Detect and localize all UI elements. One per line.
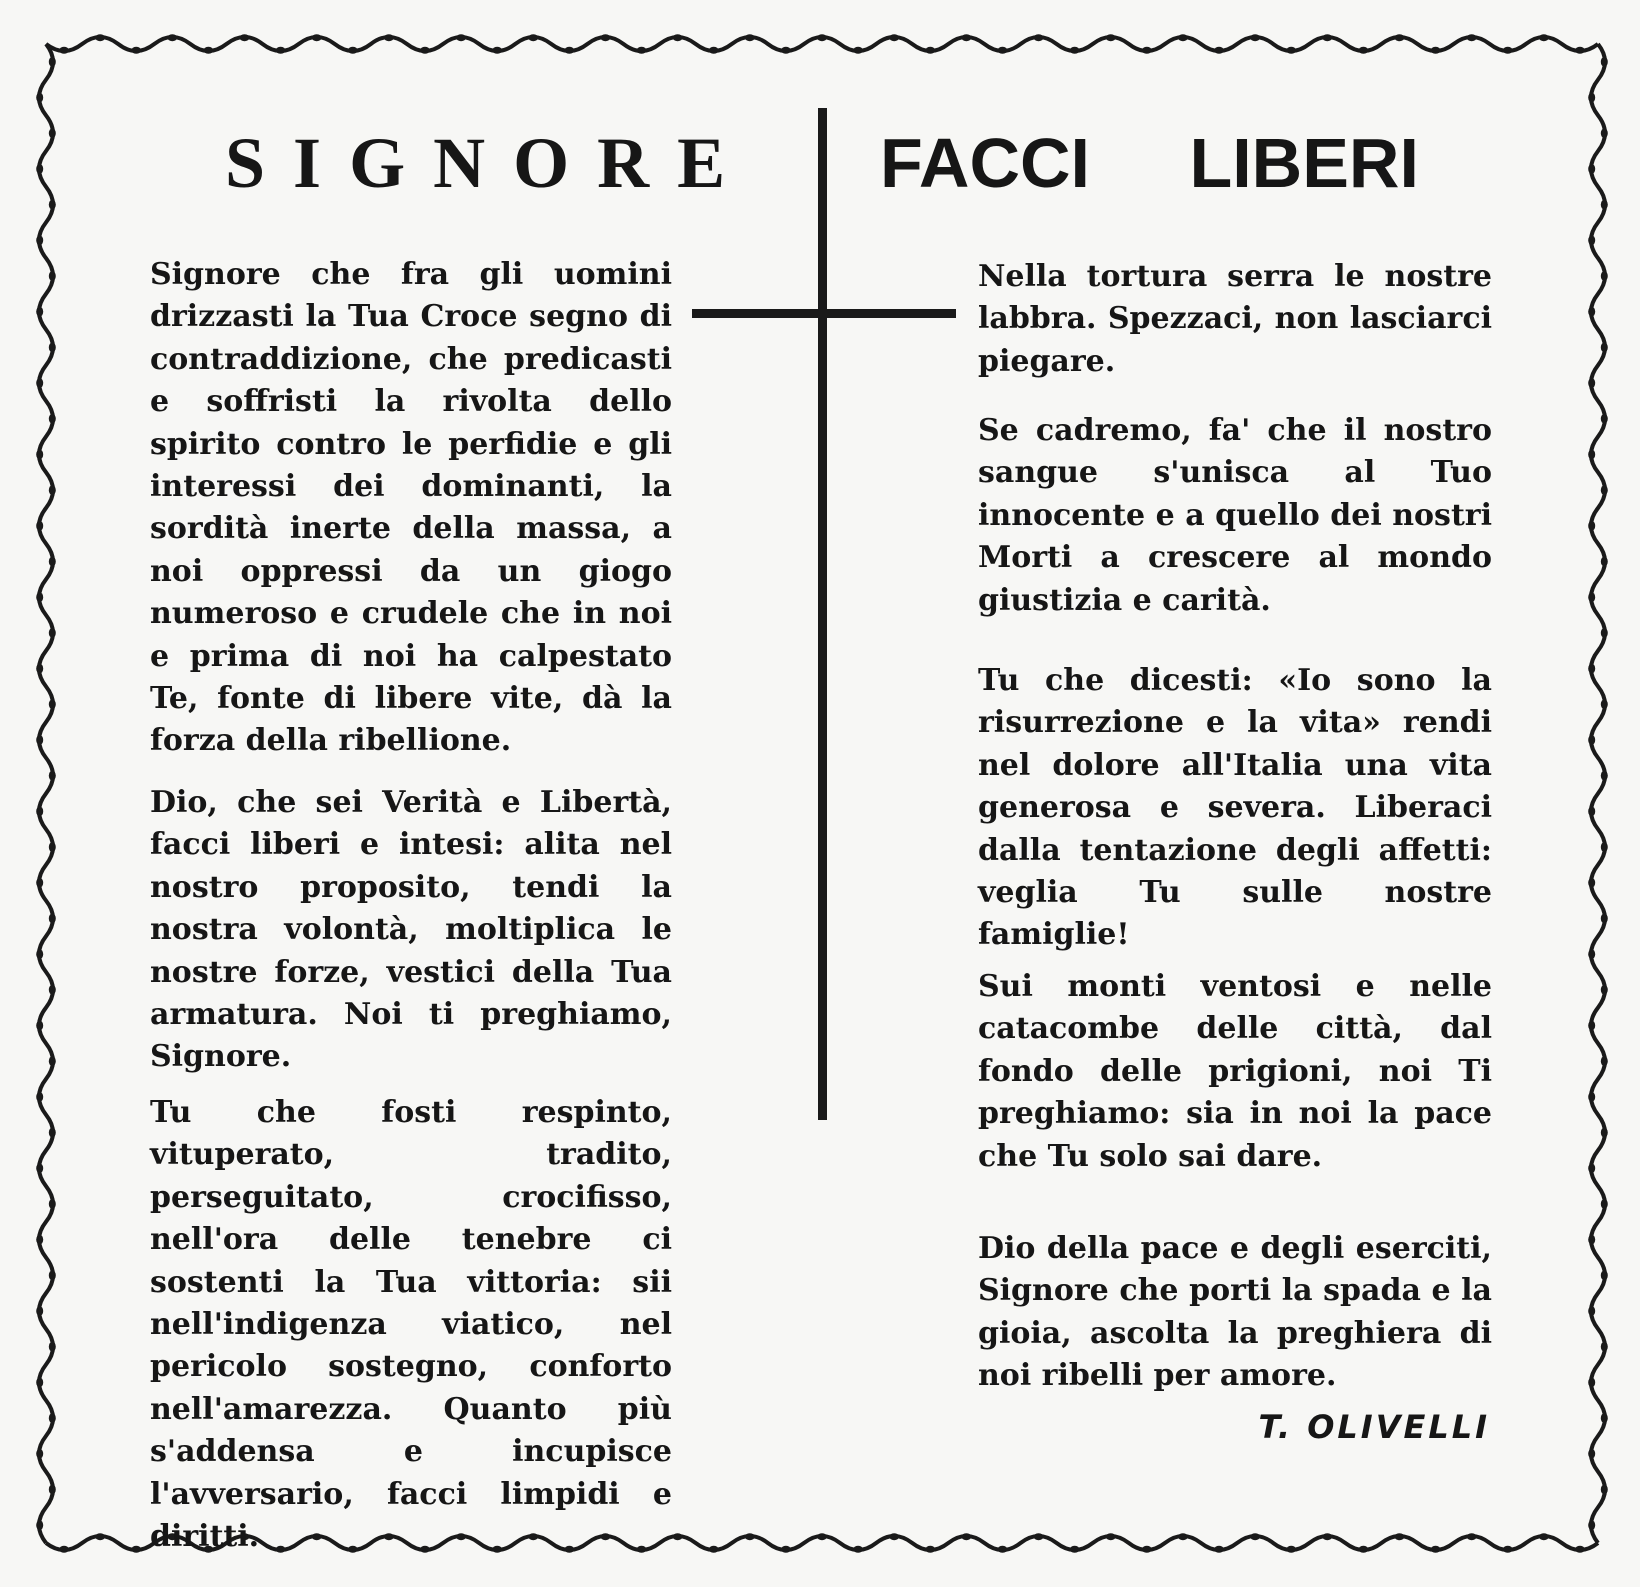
title-left: SIGNORE [225, 123, 754, 203]
paragraph: Sui monti ventosi e nelle catacombe delle città, dal fondo delle prigioni, noi Ti preghiamo: sia in noi la pace che Tu solo sai dare. [978, 969, 1492, 1174]
paragraph: Nella tortura serra le nostre labbra. Spezzaci, non lasciarci piegare. [978, 259, 1492, 379]
paragraph: Tu che fosti respinto, vituperato, tradito, perseguitato, crocifisso, nell'ora delle tenebre ci sostenti la Tua vittoria: sii nell'indigenza viatico, nel pericolo sostegno, conforto nell'amarezza. Quanto più s'addensa e incupisce l'avversario, facci limpidi e diritti. [150, 1095, 672, 1555]
signature: T. OLIVELLI [1258, 1408, 1490, 1446]
paragraph: Dio, che sei Verità e Libertà, facci liberi e intesi: alita nel nostro proposito, tendi la nostra volontà, moltiplica le nostre forze, vestici della Tua armatura. Noi ti preghiamo, Signore. [150, 785, 672, 1075]
paragraph: Signore che fra gli uomini drizzasti la Tua Croce segno di contraddizione, che predicasti e soffristi la rivolta dello spirito contro le perfidie e gli interessi dei dominanti, la sordità inerte della massa, a noi oppressi da un giogo numeroso e crudele che in noi e prima di noi ha calpestato Te, fonte di libere vite, dà la forza della ribellione. [150, 257, 672, 759]
paragraph: Se cadremo, fa' che il nostro sangue s'unisca al Tuo innocente e a quello dei nostri Morti a crescere al mondo giustizia e carità. [978, 413, 1492, 618]
cross-horizontal-beam [692, 309, 956, 318]
paragraph: Dio della pace e degli eserciti, Signore che porti la spada e la gioia, ascolta la preghiera di noi ribelli per amore. [978, 1231, 1492, 1394]
paragraph: Tu che dicesti: «Io sono la risurrezione e la vita» rendi nel dolore all'Italia una vita generosa e severa. Liberaci dalla tentazione degli affetti: veglia Tu sulle nostre famiglie! [978, 663, 1492, 953]
title-right: FACCI LIBERI [880, 124, 1419, 202]
cross-vertical-beam [818, 108, 827, 1120]
